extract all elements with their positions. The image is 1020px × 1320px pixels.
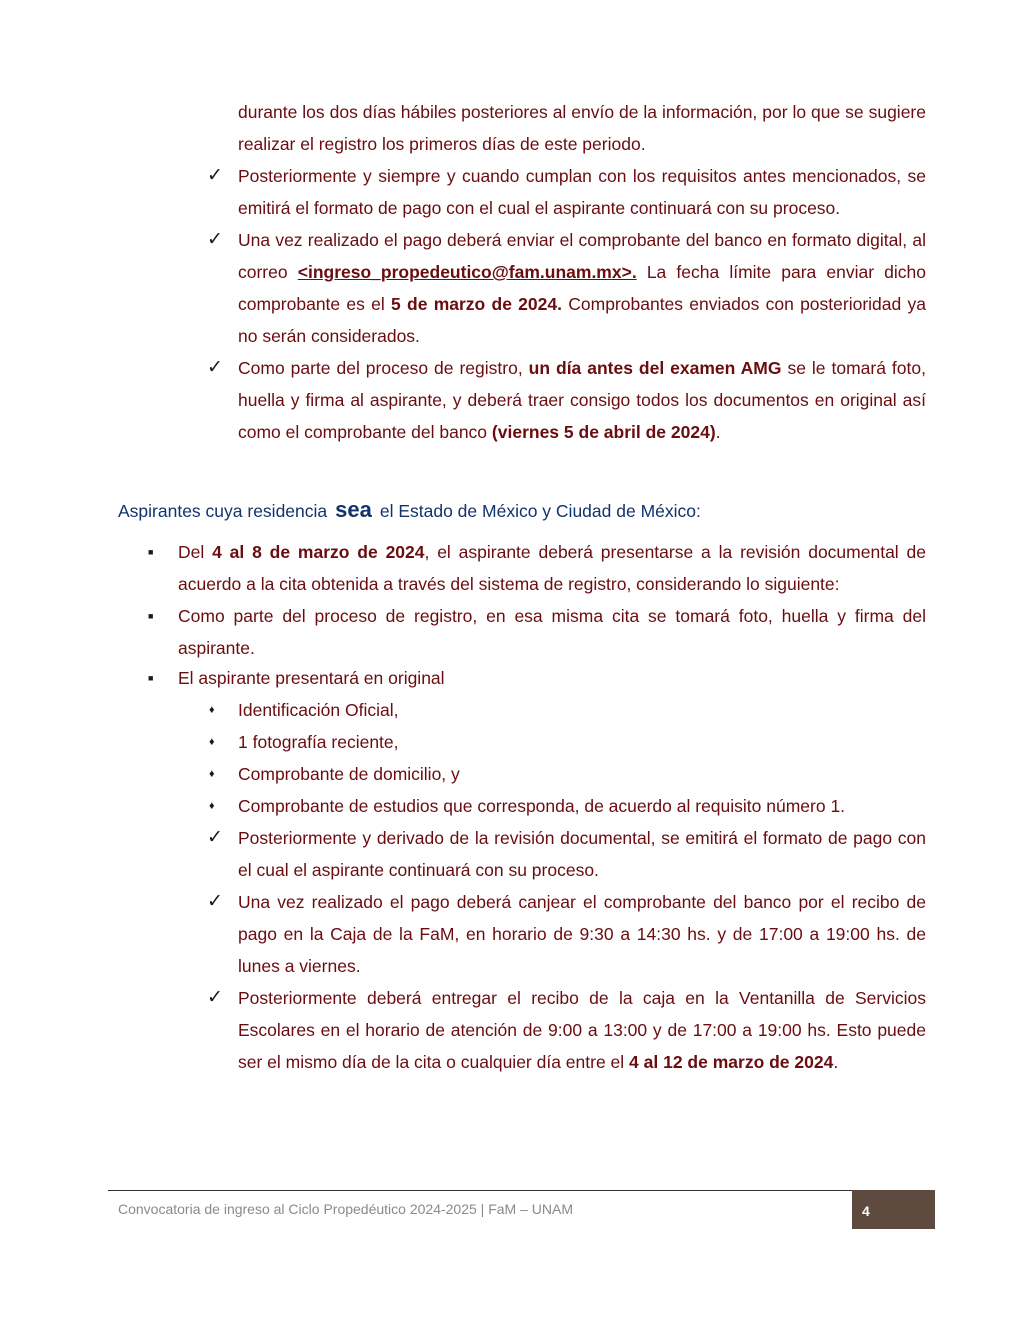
list-item: Una vez realizado el pago deberá enviar el comprobante del banco en formato digital, al correo <ingreso_propedeutico@fam.unam.mx>. La fecha límite para enviar dicho comprobante es el 5 de marzo de 2024. Comprobantes enviados con posterioridad ya no serán considerados. (238, 230, 926, 346)
continuation-paragraph: durante los dos días hábiles posteriores al envío de la información, por lo que se sugiere realizar el registro los primeros días de este periodo. (238, 102, 926, 154)
bullet-item: Del 4 al 8 de marzo de 2024, el aspirante deberá presentarse a la revisión documental de acuerdo a la cita obtenida a través del sistema de registro, considerando lo siguiente: (178, 542, 926, 594)
bullet-item: Como parte del proceso de registro, en esa misma cita se tomará foto, huella y firma del aspirante. (178, 606, 926, 658)
checkmark-icon: ✓ (207, 229, 223, 250)
document-item: 1 fotografía reciente, (238, 732, 399, 752)
list-item: Posteriormente deberá entregar el recibo de la caja en la Ventanilla de Servicios Escolares en el horario de atención de 9:00 a 13:00 y de 17:00 a 19:00 hs. Esto puede ser el mismo día de la cita o cualquier día entre el 4 al 12 de marzo de 2024. (238, 988, 926, 1072)
checkmark-icon: ✓ (207, 891, 223, 912)
document-item: Comprobante de domicilio, y (238, 764, 460, 784)
list-item: Como parte del proceso de registro, un día antes del examen AMG se le tomará foto, huella y firma al aspirante, y deberá traer consigo todos los documentos en original así como el comprobante del banco (viernes 5 de abril de 2024). (238, 358, 926, 442)
footer-text: Convocatoria de ingreso al Ciclo Propedéutico 2024-2025 | FaM – UNAM (118, 1201, 573, 1217)
document-item: Identificación Oficial, (238, 700, 399, 720)
checkmark-icon: ✓ (207, 987, 223, 1008)
document-item: Comprobante de estudios que corresponda, de acuerdo al requisito número 1. (238, 796, 846, 816)
footer-divider (108, 1190, 853, 1191)
checkmark-icon: ✓ (207, 165, 223, 186)
diamond-bullet-icon: ♦ (209, 768, 215, 780)
diamond-bullet-icon: ♦ (209, 800, 215, 812)
square-bullet-icon: ■ (148, 611, 154, 621)
square-bullet-icon: ■ (148, 673, 154, 683)
square-bullet-icon: ■ (148, 547, 154, 557)
checkmark-icon: ✓ (207, 827, 223, 848)
list-item: Posteriormente y siempre y cuando cumplan con los requisitos antes mencionados, se emitirá el formato de pago con el cual el aspirante continuará con su proceso. (238, 166, 926, 218)
list-item: Posteriormente y derivado de la revisión documental, se emitirá el formato de pago con el cual el aspirante continuará con su proceso. (238, 828, 926, 880)
diamond-bullet-icon: ♦ (209, 736, 215, 748)
diamond-bullet-icon: ♦ (209, 704, 215, 716)
page-number: 4 (852, 1190, 935, 1229)
list-item: Una vez realizado el pago deberá canjear el comprobante del banco por el recibo de pago en la Caja de la FaM, en horario de 9:30 a 14:30 hs. y de 17:00 a 19:00 hs. de lunes a viernes. (238, 892, 926, 976)
section-heading: Aspirantes cuya residencia sea el Estado de México y Ciudad de México: (118, 497, 701, 522)
email-link[interactable]: <ingreso_propedeutico@fam.unam.mx>. (297, 262, 637, 282)
bullet-item: El aspirante presentará en original (178, 668, 445, 688)
checkmark-icon: ✓ (207, 357, 223, 378)
